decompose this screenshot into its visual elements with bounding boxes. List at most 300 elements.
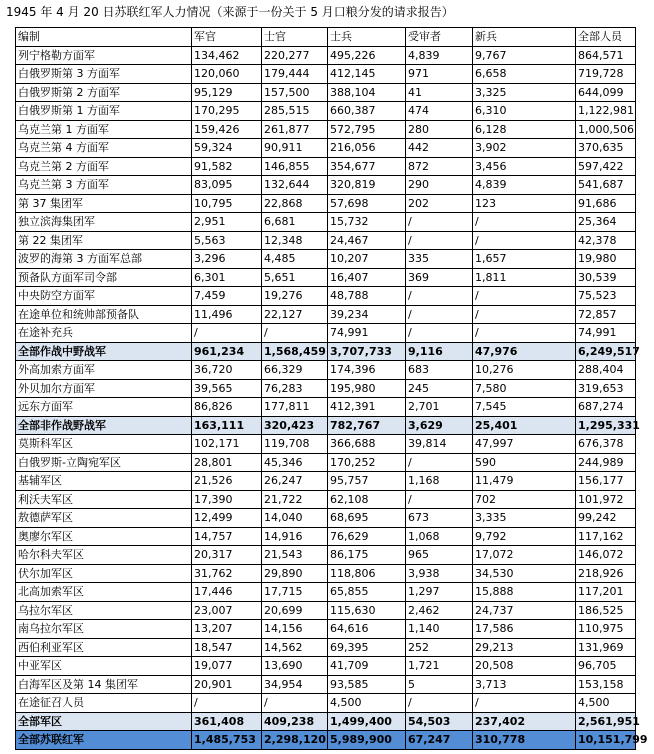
cell-officers: 20,901 — [192, 675, 262, 694]
cell-recruits: / — [473, 287, 576, 306]
cell-officers: 13,207 — [192, 620, 262, 639]
cell-soldiers: 174,396 — [328, 361, 406, 380]
cell-recruits: 25,401 — [473, 416, 576, 435]
cell-unit: 列宁格勒方面军 — [16, 46, 192, 65]
cell-recruits: 123 — [473, 194, 576, 213]
cell-soldiers: 93,585 — [328, 675, 406, 694]
cell-soldiers: 68,695 — [328, 509, 406, 528]
cell-officers: 10,795 — [192, 194, 262, 213]
cell-total: 244,989 — [576, 453, 636, 472]
cell-recruits: / — [473, 324, 576, 343]
table-row — [16, 176, 636, 195]
cell-penal: / — [406, 694, 473, 713]
cell-soldiers: 10,207 — [328, 250, 406, 269]
cell-officers: 17,446 — [192, 583, 262, 602]
cell-unit: 奥廖尔军区 — [16, 527, 192, 546]
cell-nco: 2,298,120 — [262, 731, 328, 750]
cell-officers: 20,317 — [192, 546, 262, 565]
cell-officers: 59,324 — [192, 139, 262, 158]
cell-penal: / — [406, 324, 473, 343]
cell-total: 687,274 — [576, 398, 636, 417]
cell-penal: 39,814 — [406, 435, 473, 454]
cell-total: 19,980 — [576, 250, 636, 269]
cell-penal: 4,839 — [406, 46, 473, 65]
cell-total: 319,653 — [576, 379, 636, 398]
cell-nco: 14,156 — [262, 620, 328, 639]
cell-nco: 6,681 — [262, 213, 328, 232]
cell-recruits: / — [473, 694, 576, 713]
cell-penal: 369 — [406, 268, 473, 287]
cell-nco: 34,954 — [262, 675, 328, 694]
cell-recruits: 9,792 — [473, 527, 576, 546]
cell-unit: 莫斯科军区 — [16, 435, 192, 454]
cell-soldiers: 86,175 — [328, 546, 406, 565]
cell-total: 370,635 — [576, 139, 636, 158]
header-cell-total: 全部人员 — [576, 28, 636, 47]
cell-soldiers: 1,499,400 — [328, 712, 406, 731]
table-row — [16, 157, 636, 176]
cell-unit: 白俄罗斯第 2 方面军 — [16, 83, 192, 102]
cell-nco: 19,276 — [262, 287, 328, 306]
table-row — [16, 453, 636, 472]
cell-recruits: 1,657 — [473, 250, 576, 269]
cell-penal: / — [406, 305, 473, 324]
cell-officers: 361,408 — [192, 712, 262, 731]
cell-total: 2,561,951 — [576, 712, 636, 731]
cell-recruits: 17,586 — [473, 620, 576, 639]
cell-officers: 36,720 — [192, 361, 262, 380]
cell-nco: 21,543 — [262, 546, 328, 565]
cell-soldiers: 660,387 — [328, 102, 406, 121]
cell-soldiers: 170,252 — [328, 453, 406, 472]
cell-soldiers: 320,819 — [328, 176, 406, 195]
cell-officers: 31,762 — [192, 564, 262, 583]
subtotal-row — [16, 416, 636, 435]
cell-soldiers: 65,855 — [328, 583, 406, 602]
cell-penal: 474 — [406, 102, 473, 121]
cell-recruits: 3,325 — [473, 83, 576, 102]
cell-total: 6,249,517 — [576, 342, 636, 361]
subtotal-row — [16, 342, 636, 361]
cell-unit: 在途征召人员 — [16, 694, 192, 713]
cell-officers: 91,582 — [192, 157, 262, 176]
cell-unit: 外贝加尔方面军 — [16, 379, 192, 398]
table-body — [16, 28, 648, 750]
cell-unit: 在途单位和统帅部预备队 — [16, 305, 192, 324]
cell-unit: 中亚军区 — [16, 657, 192, 676]
cell-officers: 7,459 — [192, 287, 262, 306]
table-row — [16, 601, 636, 620]
cell-unit: 全部非作战野战军 — [16, 416, 192, 435]
cell-penal: / — [406, 231, 473, 250]
cell-officers: 83,095 — [192, 176, 262, 195]
cell-officers: 2,951 — [192, 213, 262, 232]
cell-unit: 全部作战中野战军 — [16, 342, 192, 361]
cell-penal: 245 — [406, 379, 473, 398]
cell-nco: 220,277 — [262, 46, 328, 65]
cell-nco: 157,500 — [262, 83, 328, 102]
cell-officers: 6,301 — [192, 268, 262, 287]
table-row — [16, 231, 636, 250]
table-row — [16, 583, 636, 602]
cell-total: 99,242 — [576, 509, 636, 528]
grand-total-row — [16, 731, 636, 750]
cell-recruits: 237,402 — [473, 712, 576, 731]
cell-unit: 乌克兰第 3 方面军 — [16, 176, 192, 195]
cell-penal: 202 — [406, 194, 473, 213]
cell-soldiers: 76,629 — [328, 527, 406, 546]
cell-penal: 3,938 — [406, 564, 473, 583]
cell-officers: 28,801 — [192, 453, 262, 472]
cell-unit: 中央防空方面军 — [16, 287, 192, 306]
table-row — [16, 139, 636, 158]
cell-penal: 5 — [406, 675, 473, 694]
cell-unit: 独立滨海集团军 — [16, 213, 192, 232]
cell-recruits: 47,976 — [473, 342, 576, 361]
cell-unit: 预备队方面军司令部 — [16, 268, 192, 287]
cell-recruits: 47,997 — [473, 435, 576, 454]
cell-recruits: / — [473, 305, 576, 324]
cell-unit: 敖德萨军区 — [16, 509, 192, 528]
table-row — [16, 657, 636, 676]
cell-officers: 21,526 — [192, 472, 262, 491]
cell-officers: 17,390 — [192, 490, 262, 509]
table-row — [16, 379, 636, 398]
cell-total: 1,295,331 — [576, 416, 636, 435]
cell-penal: 1,721 — [406, 657, 473, 676]
cell-penal: 54,503 — [406, 712, 473, 731]
cell-recruits: 34,530 — [473, 564, 576, 583]
cell-recruits: 6,658 — [473, 65, 576, 84]
cell-officers: 39,565 — [192, 379, 262, 398]
cell-total: 146,072 — [576, 546, 636, 565]
cell-total: 25,364 — [576, 213, 636, 232]
cell-unit: 乌克兰第 1 方面军 — [16, 120, 192, 139]
cell-penal: 673 — [406, 509, 473, 528]
cell-total: 1,122,981 — [576, 102, 636, 121]
cell-soldiers: 57,698 — [328, 194, 406, 213]
cell-officers: 102,171 — [192, 435, 262, 454]
cell-officers: 1,485,753 — [192, 731, 262, 750]
cell-unit: 波罗的海第 3 方面军总部 — [16, 250, 192, 269]
cell-total: 96,705 — [576, 657, 636, 676]
cell-total: 541,687 — [576, 176, 636, 195]
cell-soldiers: 5,989,900 — [328, 731, 406, 750]
cell-recruits: 6,128 — [473, 120, 576, 139]
header-cell-unit: 编制 — [16, 28, 192, 47]
cell-unit: 白俄罗斯第 1 方面军 — [16, 102, 192, 121]
cell-officers: 3,296 — [192, 250, 262, 269]
cell-recruits: 702 — [473, 490, 576, 509]
cell-officers: / — [192, 324, 262, 343]
cell-soldiers: 15,732 — [328, 213, 406, 232]
cell-total: 131,969 — [576, 638, 636, 657]
cell-total: 4,500 — [576, 694, 636, 713]
cell-total: 42,378 — [576, 231, 636, 250]
cell-officers: 5,563 — [192, 231, 262, 250]
table-row — [16, 638, 636, 657]
cell-soldiers: 388,104 — [328, 83, 406, 102]
table-row — [16, 83, 636, 102]
cell-officers: 86,826 — [192, 398, 262, 417]
cell-total: 864,571 — [576, 46, 636, 65]
table-row — [16, 435, 636, 454]
cell-total: 117,201 — [576, 583, 636, 602]
cell-unit: 全部军区 — [16, 712, 192, 731]
cell-recruits: 20,508 — [473, 657, 576, 676]
cell-total: 30,539 — [576, 268, 636, 287]
table-row — [16, 527, 636, 546]
cell-soldiers: 412,391 — [328, 398, 406, 417]
cell-soldiers: 782,767 — [328, 416, 406, 435]
table-row — [16, 694, 636, 713]
cell-total: 91,686 — [576, 194, 636, 213]
cell-soldiers: 95,757 — [328, 472, 406, 491]
cell-nco: 146,855 — [262, 157, 328, 176]
table-row — [16, 65, 636, 84]
cell-recruits: 11,479 — [473, 472, 576, 491]
cell-unit: 西伯利亚军区 — [16, 638, 192, 657]
cell-recruits: 1,811 — [473, 268, 576, 287]
cell-officers: 159,426 — [192, 120, 262, 139]
header-cell-penal: 受审者 — [406, 28, 473, 47]
cell-unit: 南乌拉尔军区 — [16, 620, 192, 639]
cell-soldiers: 412,145 — [328, 65, 406, 84]
cell-soldiers: 572,795 — [328, 120, 406, 139]
cell-recruits: 29,213 — [473, 638, 576, 657]
cell-nco: 5,651 — [262, 268, 328, 287]
cell-nco: 261,877 — [262, 120, 328, 139]
cell-officers: 12,499 — [192, 509, 262, 528]
cell-nco: 179,444 — [262, 65, 328, 84]
cell-officers: 19,077 — [192, 657, 262, 676]
cell-total: 597,422 — [576, 157, 636, 176]
cell-recruits: / — [473, 231, 576, 250]
cell-penal: 280 — [406, 120, 473, 139]
cell-penal: 2,701 — [406, 398, 473, 417]
cell-officers: 163,111 — [192, 416, 262, 435]
cell-soldiers: 4,500 — [328, 694, 406, 713]
cell-soldiers: 48,788 — [328, 287, 406, 306]
cell-recruits: / — [473, 213, 576, 232]
cell-penal: 1,168 — [406, 472, 473, 491]
cell-nco: 1,568,459 — [262, 342, 328, 361]
table-row — [16, 287, 636, 306]
cell-soldiers: 195,980 — [328, 379, 406, 398]
table-row — [16, 250, 636, 269]
cell-unit: 全部苏联红军 — [16, 731, 192, 750]
cell-nco: 13,690 — [262, 657, 328, 676]
cell-soldiers: 24,467 — [328, 231, 406, 250]
cell-officers: 23,007 — [192, 601, 262, 620]
cell-penal: 2,462 — [406, 601, 473, 620]
header-cell-officers: 军官 — [192, 28, 262, 47]
cell-recruits: 9,767 — [473, 46, 576, 65]
cell-penal: 965 — [406, 546, 473, 565]
cell-total: 288,404 — [576, 361, 636, 380]
cell-penal: 872 — [406, 157, 473, 176]
cell-total: 719,728 — [576, 65, 636, 84]
table-row — [16, 509, 636, 528]
cell-nco: 409,238 — [262, 712, 328, 731]
cell-unit: 基辅军区 — [16, 472, 192, 491]
cell-officers: 170,295 — [192, 102, 262, 121]
cell-nco: 14,562 — [262, 638, 328, 657]
table-row — [16, 490, 636, 509]
cell-recruits: 4,839 — [473, 176, 576, 195]
cell-penal: 9,116 — [406, 342, 473, 361]
cell-unit: 乌克兰第 4 方面军 — [16, 139, 192, 158]
cell-nco: 132,644 — [262, 176, 328, 195]
cell-penal: 335 — [406, 250, 473, 269]
cell-recruits: 3,902 — [473, 139, 576, 158]
cell-nco: 12,348 — [262, 231, 328, 250]
table-row — [16, 564, 636, 583]
cell-recruits: 3,335 — [473, 509, 576, 528]
cell-recruits: 10,276 — [473, 361, 576, 380]
cell-nco: 26,247 — [262, 472, 328, 491]
cell-penal: 1,297 — [406, 583, 473, 602]
header-row — [16, 28, 636, 47]
cell-recruits: 310,778 — [473, 731, 576, 750]
cell-nco: 76,283 — [262, 379, 328, 398]
cell-total: 186,525 — [576, 601, 636, 620]
cell-unit: 外高加索方面军 — [16, 361, 192, 380]
cell-nco: 20,699 — [262, 601, 328, 620]
cell-officers: 961,234 — [192, 342, 262, 361]
table-caption: 1945 年 4 月 20 日苏联红军人力情况（来源于一份关于 5 月口粮分发的请求报告） — [6, 5, 454, 19]
cell-total: 676,378 — [576, 435, 636, 454]
table-row — [16, 194, 636, 213]
table-row — [16, 305, 636, 324]
cell-unit: 利沃夫军区 — [16, 490, 192, 509]
cell-nco: 320,423 — [262, 416, 328, 435]
cell-nco: 17,715 — [262, 583, 328, 602]
cell-unit: 第 22 集团军 — [16, 231, 192, 250]
cell-nco: 285,515 — [262, 102, 328, 121]
table-row — [16, 675, 636, 694]
cell-unit: 白俄罗斯-立陶宛军区 — [16, 453, 192, 472]
table-row — [16, 398, 636, 417]
cell-nco: 90,911 — [262, 139, 328, 158]
cell-nco: 14,916 — [262, 527, 328, 546]
cell-nco: 22,127 — [262, 305, 328, 324]
cell-unit: 白俄罗斯第 3 方面军 — [16, 65, 192, 84]
table-row — [16, 620, 636, 639]
cell-soldiers: 115,630 — [328, 601, 406, 620]
cell-nco: 177,811 — [262, 398, 328, 417]
cell-nco: / — [262, 694, 328, 713]
cell-penal: 683 — [406, 361, 473, 380]
cell-penal: 971 — [406, 65, 473, 84]
cell-penal: 252 — [406, 638, 473, 657]
cell-penal: / — [406, 490, 473, 509]
cell-unit: 白海军区及第 14 集团军 — [16, 675, 192, 694]
cell-total: 1,000,506 — [576, 120, 636, 139]
cell-soldiers: 74,991 — [328, 324, 406, 343]
cell-recruits: 24,737 — [473, 601, 576, 620]
cell-soldiers: 64,616 — [328, 620, 406, 639]
cell-penal: 1,068 — [406, 527, 473, 546]
header-cell-nco: 士官 — [262, 28, 328, 47]
cell-penal: 41 — [406, 83, 473, 102]
table-row — [16, 546, 636, 565]
cell-unit: 远东方面军 — [16, 398, 192, 417]
cell-soldiers: 354,677 — [328, 157, 406, 176]
table-row — [16, 472, 636, 491]
cell-total: 72,857 — [576, 305, 636, 324]
cell-soldiers: 69,395 — [328, 638, 406, 657]
cell-total: 117,162 — [576, 527, 636, 546]
table-row — [16, 120, 636, 139]
cell-total: 74,991 — [576, 324, 636, 343]
cell-recruits: 17,072 — [473, 546, 576, 565]
cell-penal: / — [406, 287, 473, 306]
cell-total: 110,975 — [576, 620, 636, 639]
cell-total: 75,523 — [576, 287, 636, 306]
cell-soldiers: 39,234 — [328, 305, 406, 324]
cell-soldiers: 3,707,733 — [328, 342, 406, 361]
cell-nco: 66,329 — [262, 361, 328, 380]
cell-nco: 29,890 — [262, 564, 328, 583]
table-row — [16, 361, 636, 380]
cell-penal: 442 — [406, 139, 473, 158]
table-row — [16, 102, 636, 121]
cell-total: 10,151,799 — [576, 731, 636, 750]
cell-penal: 290 — [406, 176, 473, 195]
table-row — [16, 268, 636, 287]
cell-soldiers: 118,806 — [328, 564, 406, 583]
cell-unit: 哈尔科夫军区 — [16, 546, 192, 565]
cell-penal: / — [406, 213, 473, 232]
cell-soldiers: 16,407 — [328, 268, 406, 287]
cell-nco: 45,346 — [262, 453, 328, 472]
cell-unit: 乌克兰第 2 方面军 — [16, 157, 192, 176]
header-cell-soldiers: 士兵 — [328, 28, 406, 47]
cell-soldiers: 62,108 — [328, 490, 406, 509]
cell-recruits: 3,456 — [473, 157, 576, 176]
cell-recruits: 15,888 — [473, 583, 576, 602]
cell-total: 101,972 — [576, 490, 636, 509]
cell-officers: 95,129 — [192, 83, 262, 102]
cell-officers: 18,547 — [192, 638, 262, 657]
subtotal-row — [16, 712, 636, 731]
cell-nco: 4,485 — [262, 250, 328, 269]
cell-nco: 119,708 — [262, 435, 328, 454]
cell-soldiers: 216,056 — [328, 139, 406, 158]
cell-officers: 134,462 — [192, 46, 262, 65]
cell-recruits: 7,580 — [473, 379, 576, 398]
table-row — [16, 324, 636, 343]
cell-officers: 14,757 — [192, 527, 262, 546]
cell-unit: 北高加索军区 — [16, 583, 192, 602]
cell-unit: 伏尔加军区 — [16, 564, 192, 583]
cell-nco: / — [262, 324, 328, 343]
cell-officers: / — [192, 694, 262, 713]
cell-total: 156,177 — [576, 472, 636, 491]
cell-unit: 第 37 集团军 — [16, 194, 192, 213]
table-row — [16, 46, 636, 65]
cell-penal: 1,140 — [406, 620, 473, 639]
cell-total: 644,099 — [576, 83, 636, 102]
cell-soldiers: 41,709 — [328, 657, 406, 676]
cell-nco: 22,868 — [262, 194, 328, 213]
cell-nco: 14,040 — [262, 509, 328, 528]
cell-recruits: 3,713 — [473, 675, 576, 694]
cell-penal: 3,629 — [406, 416, 473, 435]
cell-officers: 120,060 — [192, 65, 262, 84]
cell-unit: 乌拉尔军区 — [16, 601, 192, 620]
